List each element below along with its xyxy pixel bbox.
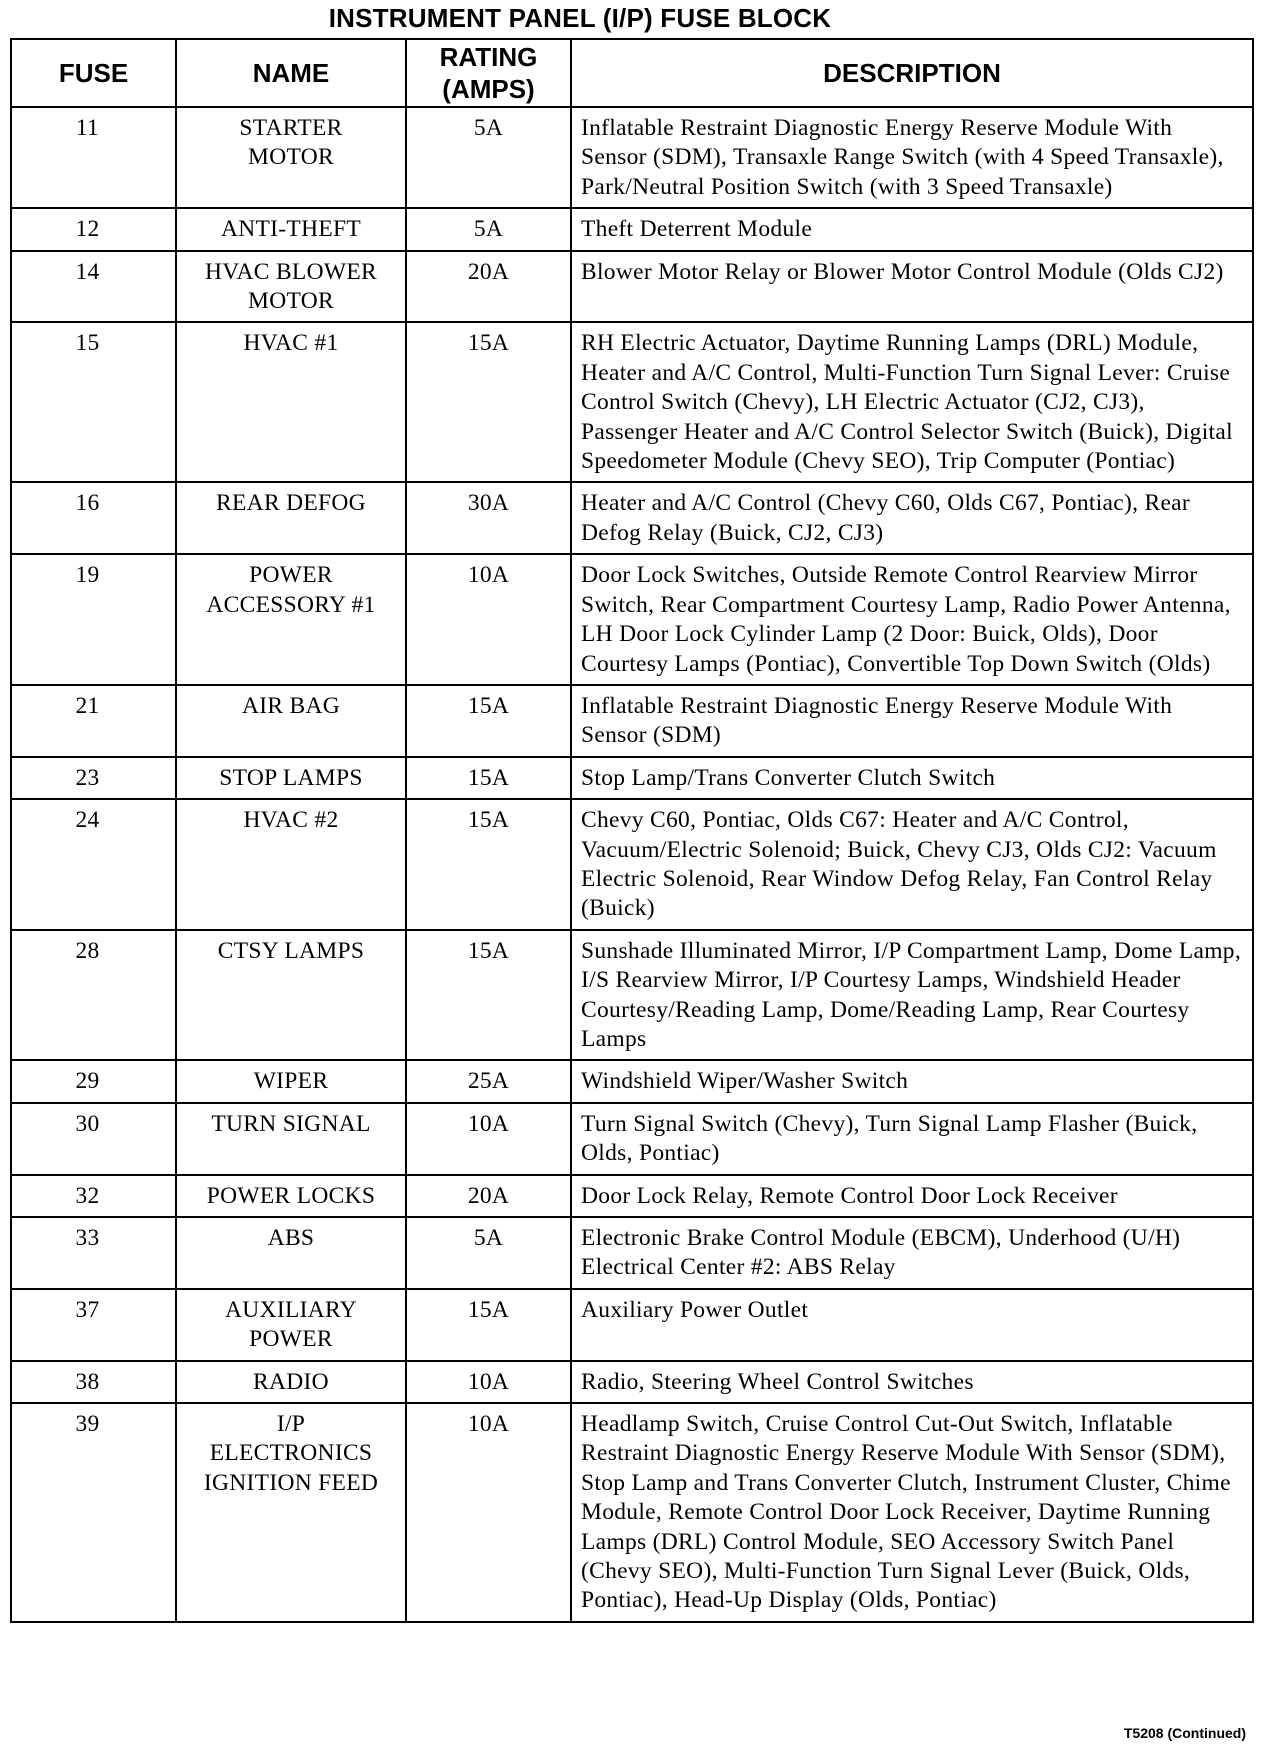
table-row (11, 799, 1253, 930)
fuse-description-cell: Windshield Wiper/Washer Switch (571, 1060, 1253, 1102)
fuse-description-cell: Sunshade Illuminated Mirror, I/P Compartment Lamp, Dome Lamp, I/S Rearview Mirror, I/P Courtesy Lamps, Windshield Header Courtesy/Reading Lamp, Dome/Reading Lamp, Rear Courtesy Lamps (571, 930, 1253, 1061)
table-row (11, 1175, 1253, 1217)
table-row (11, 757, 1253, 799)
fuse-number-cell: 29 (11, 1060, 176, 1102)
table-row (11, 1103, 1253, 1175)
fuse-rating-cell: 15A (406, 757, 571, 799)
fuse-number-cell: 39 (11, 1403, 176, 1622)
fuse-name-cell: CTSY LAMPS (176, 930, 406, 1061)
header-description: DESCRIPTION (571, 39, 1253, 107)
table-row (11, 208, 1253, 250)
fuse-rating-cell: 15A (406, 322, 571, 482)
table-row (11, 554, 1253, 685)
fuse-rating-cell: 10A (406, 554, 571, 685)
fuse-number-cell: 15 (11, 322, 176, 482)
fuse-number-cell: 28 (11, 930, 176, 1061)
header-row (11, 39, 1253, 107)
table-row (11, 322, 1253, 482)
fuse-description-cell: Theft Deterrent Module (571, 208, 1253, 250)
table-row (11, 1217, 1253, 1289)
fuse-number-cell: 11 (11, 107, 176, 208)
fuse-name-cell: POWER ACCESSORY #1 (176, 554, 406, 685)
fuse-number-cell: 14 (11, 251, 176, 323)
fuse-number-cell: 23 (11, 757, 176, 799)
table-row (11, 1289, 1253, 1361)
fuse-number-cell: 24 (11, 799, 176, 930)
fuse-rating-cell: 20A (406, 1175, 571, 1217)
fuse-rating-cell: 10A (406, 1361, 571, 1403)
fuse-description-cell: RH Electric Actuator, Daytime Running Lamps (DRL) Module, Heater and A/C Control, Multi-Function Turn Signal Lever: Cruise Control Switch (Chevy), LH Electric Actuator (CJ2, CJ3), Passenger Heater and A/C Control Selector Switch (Buick), Digital Speedometer Module (Chevy SEO), Trip Computer (Pontiac) (571, 322, 1253, 482)
fuse-description-cell: Door Lock Relay, Remote Control Door Lock Receiver (571, 1175, 1253, 1217)
fuse-name-cell: TURN SIGNAL (176, 1103, 406, 1175)
fuse-description-cell: Chevy C60, Pontiac, Olds C67: Heater and A/C Control, Vacuum/Electric Solenoid; Buick, Chevy CJ3, Olds CJ2: Vacuum Electric Solenoid, Rear Window Defog Relay, Fan Control Relay (Buick) (571, 799, 1253, 930)
fuse-description-cell: Door Lock Switches, Outside Remote Control Rearview Mirror Switch, Rear Compartment Courtesy Lamp, Radio Power Antenna, LH Door Lock Cylinder Lamp (2 Door: Buick, Olds), Door Courtesy Lamps (Pontiac), Convertible Top Down Switch (Olds) (571, 554, 1253, 685)
fuse-rating-cell: 10A (406, 1103, 571, 1175)
fuse-description-cell: Blower Motor Relay or Blower Motor Control Module (Olds CJ2) (571, 251, 1253, 323)
fuse-table (10, 38, 1254, 1623)
fuse-name-cell: I/P ELECTRONICS IGNITION FEED (176, 1403, 406, 1622)
fuse-rating-cell: 5A (406, 107, 571, 208)
fuse-description-cell: Inflatable Restraint Diagnostic Energy Reserve Module With Sensor (SDM) (571, 685, 1253, 757)
table-row (11, 1060, 1253, 1102)
fuse-name-cell: REAR DEFOG (176, 482, 406, 554)
fuse-number-cell: 16 (11, 482, 176, 554)
fuse-name-cell: HVAC BLOWER MOTOR (176, 251, 406, 323)
fuse-rating-cell: 15A (406, 930, 571, 1061)
fuse-name-cell: ANTI-THEFT (176, 208, 406, 250)
table-row (11, 482, 1253, 554)
header-name: NAME (176, 39, 406, 107)
fuse-rating-cell: 20A (406, 251, 571, 323)
fuse-rating-cell: 30A (406, 482, 571, 554)
fuse-description-cell: Stop Lamp/Trans Converter Clutch Switch (571, 757, 1253, 799)
fuse-description-cell: Radio, Steering Wheel Control Switches (571, 1361, 1253, 1403)
fuse-description-cell: Auxiliary Power Outlet (571, 1289, 1253, 1361)
table-row (11, 1361, 1253, 1403)
fuse-description-cell: Electronic Brake Control Module (EBCM), Underhood (U/H) Electrical Center #2: ABS Relay (571, 1217, 1253, 1289)
fuse-number-cell: 19 (11, 554, 176, 685)
fuse-rating-cell: 5A (406, 208, 571, 250)
header-rating-line1: RATING (439, 42, 538, 72)
fuse-name-cell: STARTER MOTOR (176, 107, 406, 208)
fuse-name-cell: RADIO (176, 1361, 406, 1403)
fuse-number-cell: 37 (11, 1289, 176, 1361)
table-row (11, 251, 1253, 323)
fuse-name-cell: STOP LAMPS (176, 757, 406, 799)
fuse-table-body (11, 107, 1253, 1622)
fuse-name-cell: WIPER (176, 1060, 406, 1102)
fuse-number-cell: 12 (11, 208, 176, 250)
table-row (11, 685, 1253, 757)
fuse-rating-cell: 15A (406, 1289, 571, 1361)
table-row (11, 930, 1253, 1061)
fuse-number-cell: 21 (11, 685, 176, 757)
fuse-name-cell: AUXILIARY POWER (176, 1289, 406, 1361)
table-row (11, 107, 1253, 208)
header-rating (406, 39, 571, 107)
fuse-description-cell: Headlamp Switch, Cruise Control Cut-Out Switch, Inflatable Restraint Diagnostic Energy Reserve Module With Sensor (SDM), Stop Lamp and Trans Converter Clutch, Instrument Cluster, Chime Module, Remote Control Door Lock Receiver, Daytime Running Lamps (DRL) Control Module, SEO Accessory Switch Panel (Chevy SEO), Multi-Function Turn Signal Lever (Buick, Olds, Pontiac), Head-Up Display (Olds, Pontiac) (571, 1403, 1253, 1622)
fuse-rating-cell: 10A (406, 1403, 571, 1622)
header-fuse: FUSE (11, 39, 176, 107)
fuse-number-cell: 38 (11, 1361, 176, 1403)
fuse-rating-cell: 15A (406, 685, 571, 757)
fuse-rating-cell: 15A (406, 799, 571, 930)
fuse-name-cell: POWER LOCKS (176, 1175, 406, 1217)
header-rating-line2: (AMPS) (442, 74, 535, 104)
table-reference: T5208 (Continued) (1123, 1725, 1246, 1741)
fuse-description-cell: Turn Signal Switch (Chevy), Turn Signal Lamp Flasher (Buick, Olds, Pontiac) (571, 1103, 1253, 1175)
fuse-description-cell: Inflatable Restraint Diagnostic Energy Reserve Module With Sensor (SDM), Transaxle Range Switch (with 4 Speed Transaxle), Park/Neutral Position Switch (with 3 Speed Transaxle) (571, 107, 1253, 208)
page-title: INSTRUMENT PANEL (I/P) FUSE BLOCK (328, 3, 832, 33)
fuse-number-cell: 33 (11, 1217, 176, 1289)
fuse-name-cell: AIR BAG (176, 685, 406, 757)
table-row (11, 1403, 1253, 1622)
fuse-number-cell: 30 (11, 1103, 176, 1175)
fuse-name-cell: HVAC #1 (176, 322, 406, 482)
fuse-name-cell: ABS (176, 1217, 406, 1289)
fuse-number-cell: 32 (11, 1175, 176, 1217)
fuse-rating-cell: 25A (406, 1060, 571, 1102)
fuse-description-cell: Heater and A/C Control (Chevy C60, Olds C67, Pontiac), Rear Defog Relay (Buick, CJ2, CJ3) (571, 482, 1253, 554)
fuse-rating-cell: 5A (406, 1217, 571, 1289)
fuse-name-cell: HVAC #2 (176, 799, 406, 930)
